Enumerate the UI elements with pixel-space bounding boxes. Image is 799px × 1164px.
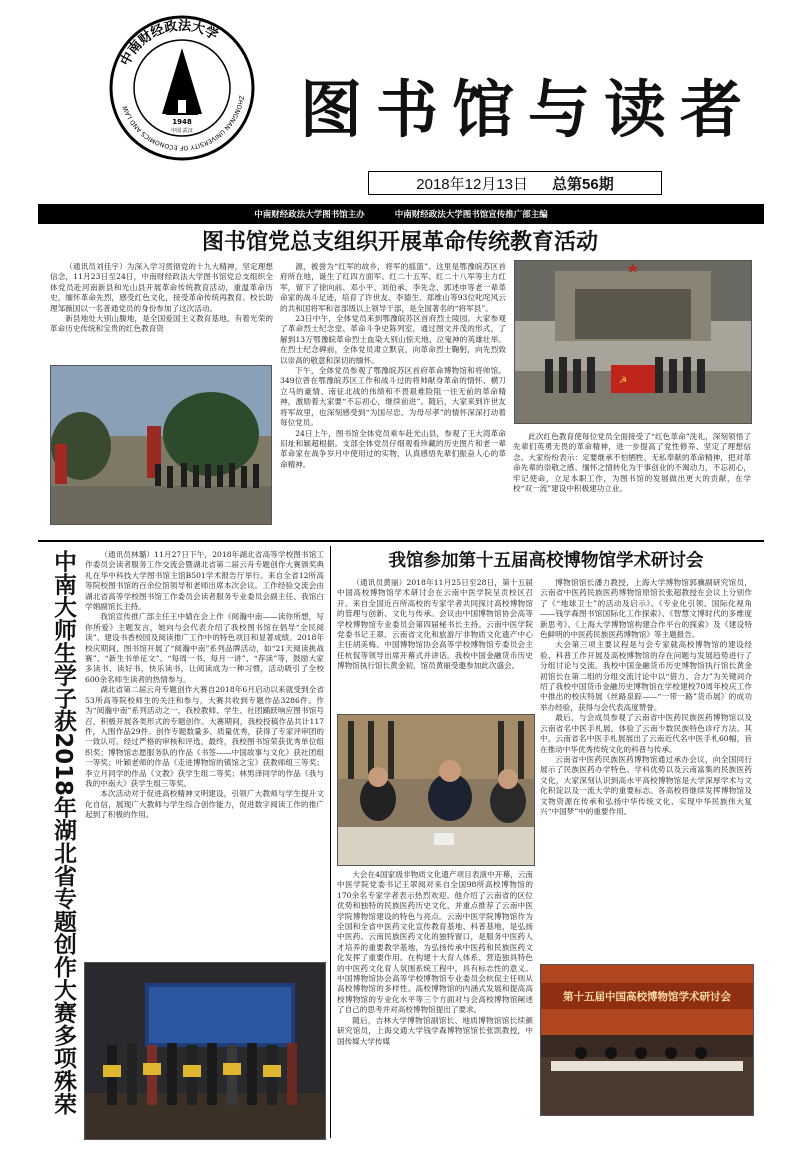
article3-paragraph: （通讯员黄丽）2018年11月25日至28日，第十五届中国高校博物馆学术研讨会在云南中医学院呈贡校区召开。来自全国近百所高校的专家学者共同探讨高校博物馆的管理与创新、文化与传承。会议由中国博物馆协会高等学校博物馆专业委员会第四届秘书长主持。云南中医学院党委书记王翠、云南省文化和旅游厅非物质文化遗产中心主任胡美梅、中国博物馆协会高等学校博物馆专委员会主任杭侃等领导出席开幕式并讲话。我校中国金融货币历史博物馆执行馆长黄金初，馆员黄丽受邀参加此次盛会。 [337, 578, 533, 671]
sponsor-bar [38, 204, 764, 224]
masthead [0, 0, 799, 220]
logo-place: 中国 武汉 [171, 128, 193, 134]
article3-paragraph: 云南省中医药民族医药博物馆通过承办会议，向全国同行展示了民族医药办学特色、学科优势以及云南富集的民族医药文化，大家深刻认识到高水平高校博物馆是大学深厚学术与文化积淀以及一流大学的重要标志。各高校将继续发挥博物馆及文物资源在传承和弘扬中华传统文化、实现中华民族伟大复兴“中国梦”中的重要作用。 [540, 754, 752, 816]
svg-text:中南财经政法大学 [117, 18, 221, 69]
article3-column2 [540, 578, 752, 954]
article1-paragraph: 下午，全体党员参观了鄂豫皖苏区首府革命博物馆和将帅馆。349位曾在鄂豫皖苏区工作和战斗过的将帅献身革命的情怀、横刀立马的豪情、南征北战的伟绩和不畏艰难险阻一往无前的革命精神，激励着大家要“不忘初心，继续前进”。随后，大家来到许世友将军故里，也深刻感受到“为国尽忠、为母尽孝”的情怀深深打动着每位党员。 [280, 366, 506, 428]
issue-number: 总第56期 [552, 175, 614, 193]
article1-paragraph: 23日中午，全体党员来到鄂豫皖苏区首府烈士陵园。大家参观了革命烈士纪念堂、革命斗争史陈列室，通过图文并茂的形式，了解到13万鄂豫皖革命烈士血染大别山惊天地、泣鬼神的英雄壮举。在烈士纪念碑前，全体党员肃立默哀，向革命烈士鞠躬，向先烈致以崇高的敬意和深切的缅怀。 [280, 314, 506, 365]
article2-vertical-headline: 中南大师生学子获2018年湖北省专题创作大赛多项殊荣 [50, 550, 76, 1116]
article1-column1 [50, 262, 273, 362]
newspaper-title: 图书馆与读者 [300, 73, 757, 146]
article3-paragraph: 大会在4国家级非物质文化遗产项目表演中开幕，云南中医学院党委书记王翠阅对来自全国98所高校博物馆的170余名专家学者表示热烈欢迎。他介绍了云南省的区位优势和独特的民族医药历史文化，并重点推荐了云南中医学院博物馆建设的特色与亮点。云南中医学院博物馆作为全国和全省中医药文化宣传教育基地、科普基地，是弘扬中医药、云南民族医药文化的独特窗口，是服务中医药人才培养的重要教学基地，为弘扬传承中医药和民族医药文化发挥了重要作用。在构建十大育人体系、营造独具特色的中医药文化育人氛围系统工程中，具有标志性的意义。中国博物馆协会高等学校博物馆专业委员会杭侃主任则从高校博物馆的多样性、高校博物馆的内涵式发展和提高高校博物馆的专业化水平等三个方面对与会高校博物馆阐述了自己的思考并对高校博物馆提出了要求。 [337, 870, 533, 1015]
article2-paragraph: 本次活动对于促进高校精神文明建设，引领广大教师与学生提升文化自信，展现广大教师与学生综合创作能力，促进数字阅读工作的推广起到了积极的作用。 [85, 789, 324, 820]
article3-column1 [337, 578, 533, 710]
logo-year: 1948 [172, 118, 192, 126]
conference-banner-text: 第十五届中国高校博物馆学术研讨会 [563, 991, 731, 1003]
article2-paragraph: 湖北省第二届云舟专题创作大赛自2018年6月启动以来就受到全省53所高等院校师生的关注和参与，大赛共收到专题作品3286件。作为“阅瀚中南”系列活动之一，我校教师、学生、社团踊跃响应图书馆号召，积极开展各类形式的专题创作。大赛期间，我校投稿作品共计117件，入围作品29件。创作专题数量多、质量优秀，获得了专家评审团的一致认可。经过严格的审核和评选，最终，我校图书馆荣获优秀单位组织奖；博物馆志愿服务队的作品《书签——中国故事与文化》获社团组一等奖；叶颖老师的作品《走进博物馆的镇馆之宝》获教师组三等奖；李立月同学的作品《文教》获学生组二等奖；林男泽同学的作品《我与我的中南大》获学生组三等奖。 [85, 685, 324, 788]
article2-body [85, 550, 324, 956]
issue-box [368, 171, 662, 195]
article1-photo-group [514, 260, 752, 424]
article2-paragraph: 我馆宣传推广部主任王中婧在会上作《阅瀚中南——读你所想，写你所爱》主题发言，她向与会代表介绍了我校图书馆在倡导“全民阅读”、建设书香校园及阅读推广工作中的特色项目和显著成绩。2018年校庆期间，图书馆开展了“阅瀚中南”系列品牌活动，如“21天阅读挑战赛”、“新生书单征文”、“每周一书、每月一讲”、“荐读”等，鼓励大家多读书、读好书，快乐读书，让阅读成为一种习惯，活动吸引了全校600余名师生读者的热情参与。 [85, 612, 324, 684]
article1-paragraph: 24日上午，图书馆全体党员乘车赴光山县，参观了王大湾革命旧址和颖超根据。支部全体党员仔细观看珍藏的历史图片和老一辈革命家在战争岁月中使用过的实物，认真感悟先辈们振奋人心的革命精神。 [280, 428, 506, 469]
article3-photo-meeting [337, 714, 535, 866]
article3-paragraph: 最后，与会成员参观了云南省中医药民族医药博物馆以及云南省名中医手札展，体验了云南少数民族特色诊疗方法。其中，云南省名中医手札展展出了云南近代名中医手札60幅，旨在推动中华优秀传统文化的科普与传承。 [540, 713, 752, 754]
svg-text:☭: ☭ [619, 376, 628, 386]
university-logo [108, 14, 256, 162]
sponsor-left: 中南财经政法大学图书馆主办 [254, 210, 365, 220]
article3-column1b [337, 870, 533, 1138]
article1-paragraph: 新县地处大别山腹地，是全国爱国主义教育基地，有着光荣的革命历史传统和宝贵的红色教育资 [50, 314, 273, 334]
sponsor-right: 中南财经政法大学图书馆宣传推广部主编 [394, 210, 548, 220]
article1-column2 [280, 262, 506, 532]
section-divider [38, 540, 764, 542]
article3-photo-conference [540, 964, 754, 1116]
article3-paragraph: 大会第三项主要议程是与会专家就高校博物馆的建设经验、科普工作开展及高校博物馆的存在问题与发展趋势进行了分组讨论与交流。我校中国金融货币历史博物馆执行馆长黄金初馆长在第二组的分组交流讨论中以“借力、合力”为关键词介绍了我校中国货币金融历史博物馆在学校建校70周年校庆工作中推出的校庆特展《丝路泉踪——“一带一路”货币展》的成功举办经验，获得与会代表高度赞誉。 [540, 640, 752, 712]
logo-ring-text-en: ZHONGNAN UNIVERSITY OF ECONOMICS AND LAW [121, 94, 245, 152]
article2-photo-award [84, 962, 326, 1140]
issue-date: 2018年12月13日 [416, 175, 529, 193]
article1-column3 [513, 432, 751, 532]
article3-headline: 我馆参加第十五届高校博物馆学术研讨会 [388, 551, 704, 571]
article1-paragraph: 此次红色教育使每位党员全面接受了“红色革命”洗礼，深刻领悟了先辈们英勇无畏的革命精神，进一步提高了党性修养、坚定了理想信念。大家纷纷表示：定要继承不怕牺牲、无私奉献的革命精神，把对革命先辈的崇敬之感、缅怀之情转化为干事创业的不竭动力，不忘初心，牢记使命，立足本职工作，为图书馆的发展做出更大的贡献，在学校“双一流”建设中积极建功立业。 [513, 432, 751, 494]
article3-paragraph: 随后，吉林大学博物馆副馆长、地质博物馆馆长续颜研究馆员，上海交通大学钱学森博物馆馆长张凯教授，中国传媒大学传媒 [337, 1015, 533, 1046]
article1-paragraph: （通讯员刘佳宇）为深入学习贯彻党的十九大精神，坚定理想信念，11月23日至24日，中南财经政法大学图书馆党总支组织全体党员赴河南新县和光山县开展革命传统教育活动，重温革命历史，缅怀革命先烈，感受红色文化，接受革命传统再教育。校长助理邹薇国以一名普通党员的身份参加了这次活动。 [50, 262, 273, 313]
article1-headline: 图书馆党总支组织开展革命传统教育活动 [201, 230, 598, 255]
article1-photo-monument [50, 365, 272, 525]
logo-ring-text: 中南财经政法大学 [118, 18, 221, 69]
article2-paragraph: （通讯员林璐）11月27日下午，2018年湖北省高等学校图书馆工作委员会读者服务工作交流会暨湖北省第二届云舟专题创作大赛颁奖典礼在华中科技大学图书馆主馆B501学术报告厅举行。来自全省12所高等院校图书馆的百余位馆领导和老师出席本次会议。工作经验交流会由湖北省高等学校图书馆工作委员会读者服务专业委员会副主任、我馆白学娟副馆长主持。 [85, 550, 324, 612]
vertical-divider [330, 546, 331, 1138]
article3-paragraph: 博物馆馆长潘力教授，上海大学博物馆郭骥副研究馆员，云南省中医药民族医药博物馆原馆长张超教授在会议上分别作了《“地球卫士”的活动及启示》、《专业化引领、国际化视角——钱学森图书馆国际化工作探索》、《智慧文博时代的多维度新思考》、《上海大学博物馆构建合作平台的探索》及《建设特色鲜明的中医药民族医药博物馆》等主题报告。 [540, 578, 752, 640]
article1-paragraph: 源，被誉为“红军的故乡，将军的摇篮”。这里是鄂豫皖苏区首府所在地，诞生了红四方面军、红二十五军、红二十八军等主力红军，留下了徐向前、邓小平、刘伯承、李先念、郭述申等老一辈革命家的战斗足迹，培育了许世友、李德生、郑维山等93位叱咤风云的共和国将军和省部级以上领导干部，是全国著名的“将军县”。 [280, 262, 506, 313]
